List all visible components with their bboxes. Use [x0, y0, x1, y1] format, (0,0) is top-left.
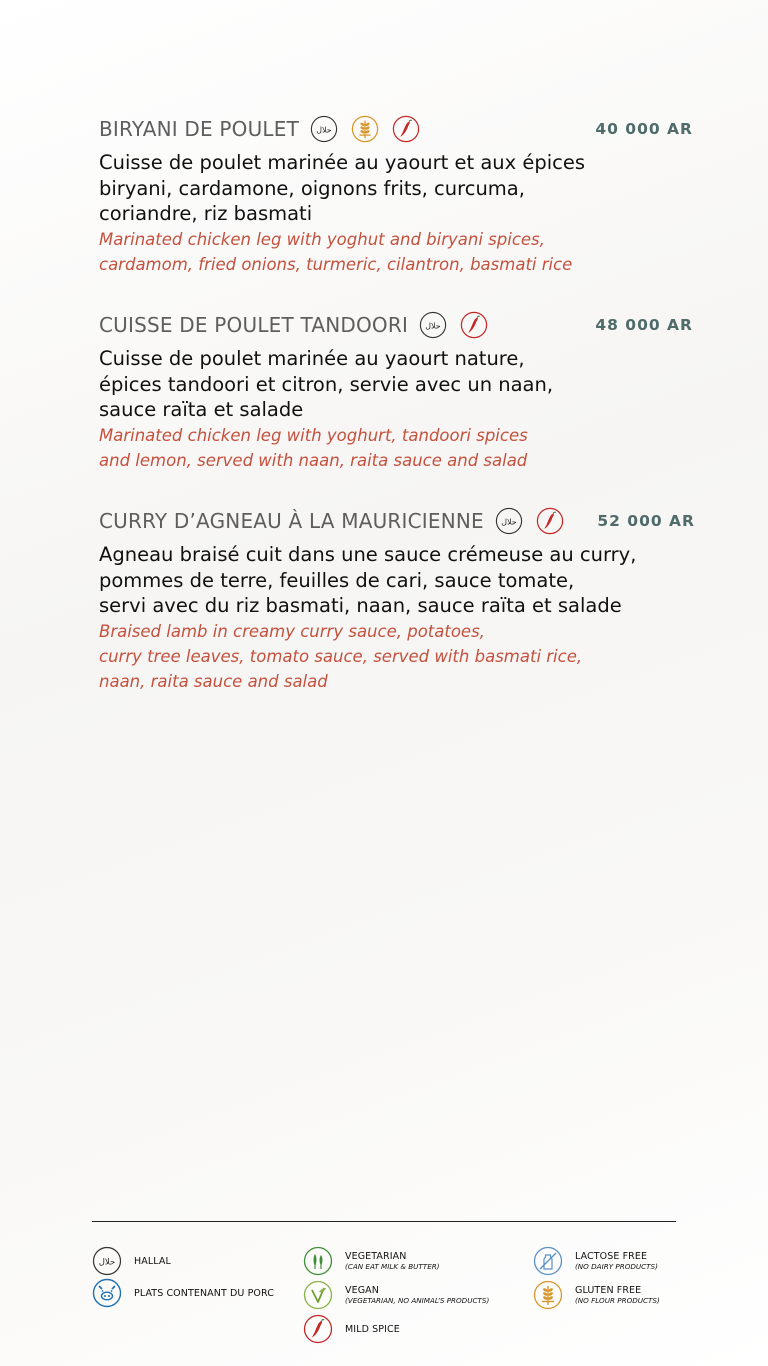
- legend-lactose-free: [533, 1246, 658, 1276]
- hallal-icon: [310, 115, 338, 143]
- mild-spice-icon: [392, 115, 420, 143]
- menu-item-tandoori: [99, 308, 699, 473]
- dish-price: 52 000 AR: [597, 512, 695, 530]
- dish-header: [99, 308, 699, 342]
- legend-pork: [92, 1278, 274, 1308]
- description-fr: [99, 542, 699, 619]
- description-en-line: Marinated chicken leg with yoghut and biryani spices,: [99, 229, 545, 249]
- dish-name: CUISSE DE POULET TANDOORI: [99, 313, 409, 337]
- gluten-free-icon: [533, 1280, 563, 1310]
- vegetarian-icon: [303, 1246, 333, 1276]
- legend-note: (NO DAIRY PRODUCTS): [575, 1262, 658, 1271]
- description-en-line: curry tree leaves, tomato sauce, served with basmati rice,: [99, 646, 583, 666]
- diet-icons: [310, 115, 420, 143]
- dish-header: [99, 504, 699, 538]
- menu-item-curry-agneau: [99, 504, 699, 694]
- legend-label: PLATS CONTENANT DU PORC: [134, 1287, 274, 1299]
- vegan-icon: [303, 1280, 333, 1310]
- dish-name: CURRY D’AGNEAU À LA MAURICIENNE: [99, 509, 484, 533]
- description-en-line: naan, raita sauce and salad: [99, 671, 328, 691]
- dish-price: 48 000 AR: [595, 316, 693, 334]
- description-fr-line: sauce raïta et salade: [99, 398, 304, 421]
- diet-icons: [419, 311, 488, 339]
- description-en-line: Braised lamb in creamy curry sauce, potatoes,: [99, 621, 485, 641]
- menu-item-biryani: [99, 112, 699, 277]
- description-fr-line: pommes de terre, feuilles de cari, sauce tomate,: [99, 568, 575, 592]
- description-fr: [99, 150, 699, 227]
- description-fr-line: épices tandoori et citron, servie avec un naan,: [99, 372, 554, 396]
- hallal-icon: [495, 507, 523, 535]
- description-en: [99, 227, 699, 277]
- legend-gluten-free: [533, 1280, 660, 1310]
- dish-price: 40 000 AR: [595, 120, 693, 138]
- lactose-free-icon: [533, 1246, 563, 1276]
- legend-label: VEGETARIAN: [345, 1251, 407, 1262]
- legend-label: HALLAL: [134, 1255, 171, 1267]
- legend-mild-spice: [303, 1314, 400, 1344]
- legend-vegetarian: [303, 1246, 440, 1276]
- mild-spice-icon: [536, 507, 564, 535]
- legend-label: VEGAN: [345, 1285, 379, 1296]
- description-fr: [99, 346, 699, 423]
- legend-vegan: [303, 1280, 489, 1310]
- mild-spice-icon: [460, 311, 488, 339]
- hallal-icon: [92, 1246, 122, 1276]
- legend-note: (VEGETARIAN, NO ANIMAL’S PRODUCTS): [345, 1296, 490, 1305]
- gluten-free-icon: [351, 115, 379, 143]
- legend-label: LACTOSE FREE: [575, 1251, 648, 1262]
- description-fr-line: coriandre, riz basmati: [99, 202, 313, 225]
- description-en-line: and lemon, served with naan, raita sauce and salad: [99, 450, 528, 470]
- dish-name: BIRYANI DE POULET: [99, 117, 300, 141]
- dish-header: [99, 112, 699, 146]
- legend-divider: [92, 1221, 676, 1222]
- mild-spice-icon: [303, 1314, 333, 1344]
- legend-label: MILD SPICE: [345, 1323, 400, 1335]
- description-en-line: Marinated chicken leg with yoghurt, tandoori spices: [99, 425, 528, 445]
- legend-note: (NO FLOUR PRODUCTS): [575, 1296, 660, 1305]
- legend-note: (CAN EAT MILK & BUTTER): [345, 1262, 440, 1271]
- description-en-line: cardamom, fried onions, turmeric, cilantron, basmati rice: [99, 254, 573, 274]
- description-fr-line: biryani, cardamone, oignons frits, curcuma,: [99, 176, 525, 200]
- description-fr-line: servi avec du riz basmati, naan, sauce raïta et salade: [99, 594, 622, 617]
- diet-icons: [495, 507, 564, 535]
- description-en: [99, 619, 699, 694]
- description-fr-line: Cuisse de poulet marinée au yaourt nature,: [99, 347, 525, 370]
- hallal-icon: [419, 311, 447, 339]
- description-en: [99, 423, 699, 473]
- legend-label: GLUTEN FREE: [575, 1285, 642, 1296]
- pork-icon: [92, 1278, 122, 1308]
- legend-hallal: [92, 1246, 171, 1276]
- description-fr-line: Cuisse de poulet marinée au yaourt et aux épices: [99, 151, 586, 174]
- description-fr-line: Agneau braisé cuit dans une sauce crémeuse au curry,: [99, 543, 637, 566]
